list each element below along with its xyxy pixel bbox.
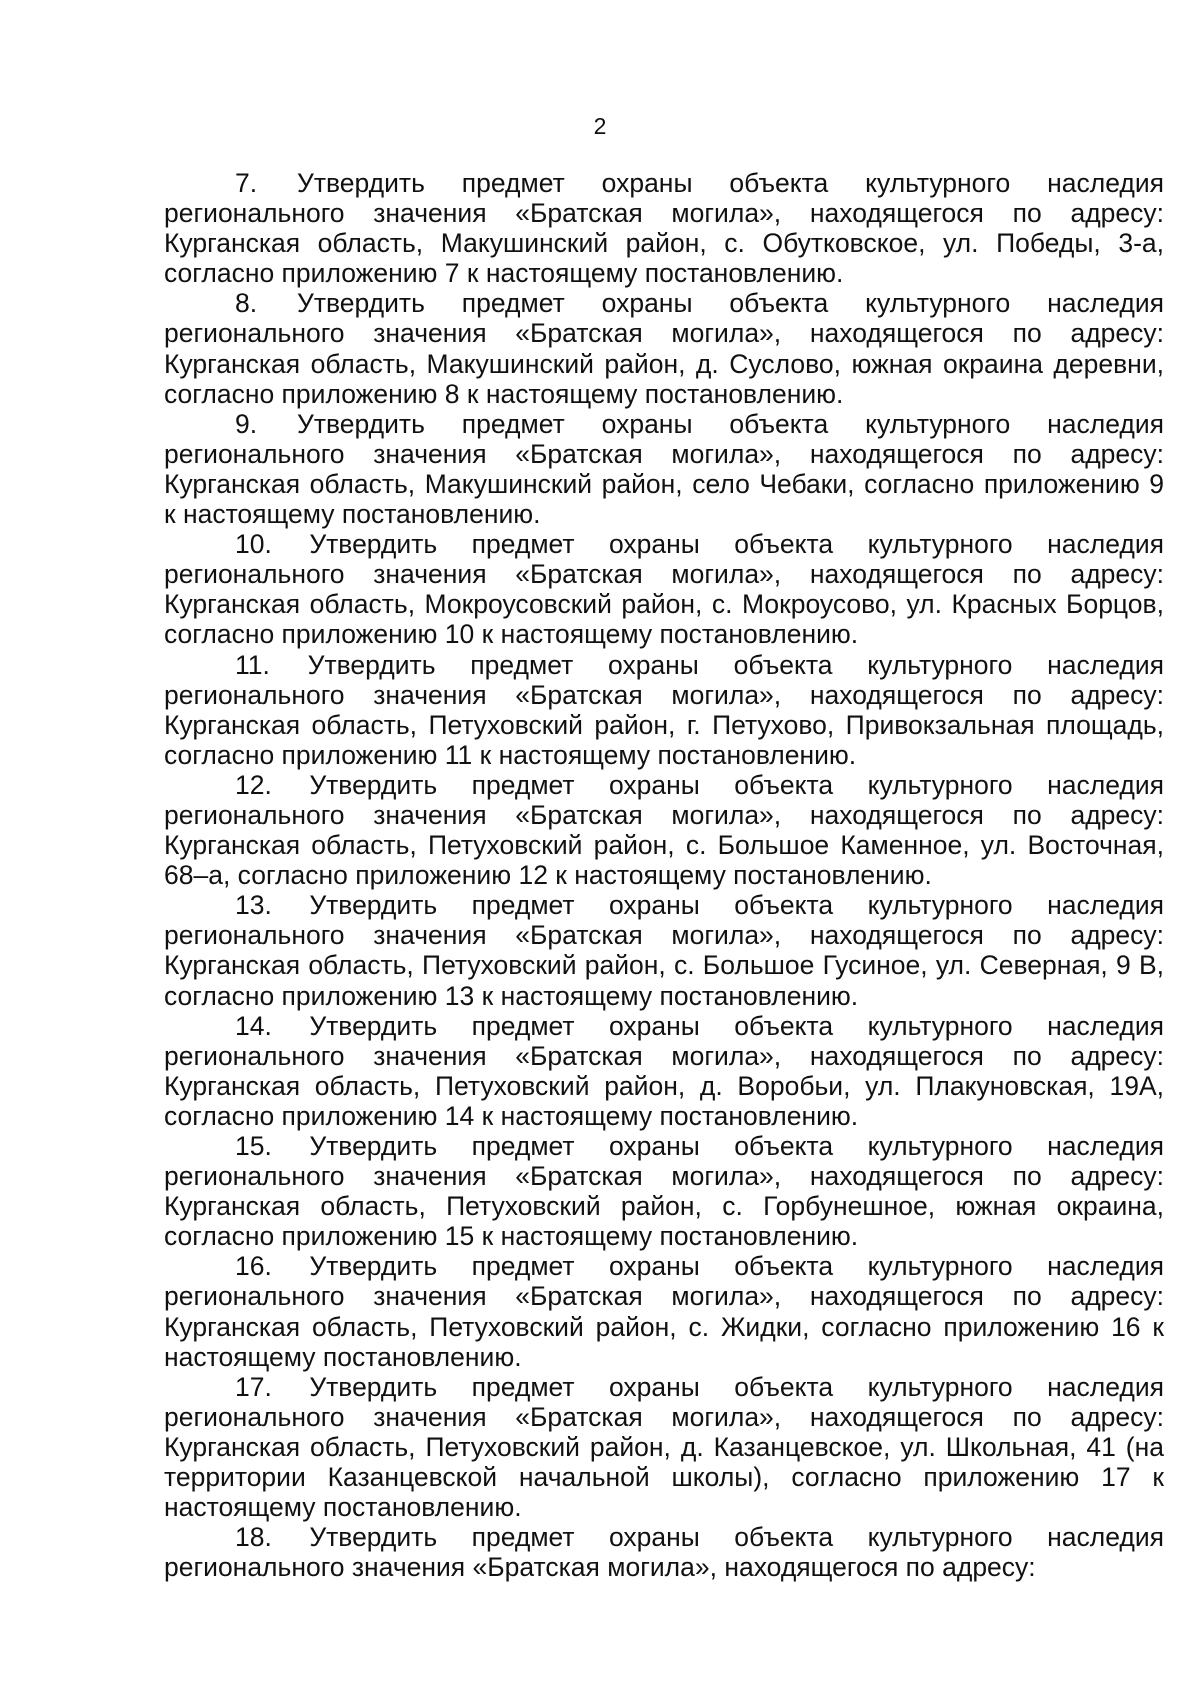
- paragraph-number: 16.: [235, 1251, 272, 1282]
- paragraph-number: 11.: [235, 649, 270, 680]
- paragraph-13: [164, 890, 1164, 1010]
- paragraph-text: Утвердить предмет охраны объекта культурного наследия регионального значения «Братская могила», находящегося по адресу: Курганская область, Макушинский район, с. Обутковское, ул. Победы, 3-а, согласно приложению 7 к настоящему постановлению.: [164, 168, 1164, 289]
- paragraph-11: [164, 650, 1164, 770]
- paragraph-number: 9.: [235, 408, 258, 439]
- paragraph-10: [164, 529, 1164, 649]
- paragraph-text: Утвердить предмет охраны объекта культурного наследия регионального значения «Братская могила», находящегося по адресу: Курганская область, Петуховский район, с. Горбунешное, южная окраина, согласно приложению 15 к настоящему постановлению.: [164, 1131, 1164, 1252]
- paragraph-text: Утвердить предмет охраны объекта культурного наследия регионального значения «Братская могила», находящегося по адресу: Курганская область, Петуховский район, д. Воробьи, ул. Плакуновская, 19А, согласно приложению 14 к настоящему постановлению.: [164, 1010, 1164, 1131]
- paragraph-18: [164, 1522, 1164, 1582]
- paragraph-12: [164, 770, 1164, 890]
- paragraph-text: Утвердить предмет охраны объекта культурного наследия регионального значения «Братская могила», находящегося по адресу: Курганская область, Макушинский район, д. Суслово, южная окраина деревни, согласно приложению 8 к настоящему постановлению.: [164, 288, 1164, 409]
- paragraph-text: Утвердить предмет охраны объекта культурного наследия регионального значения «Братская могила», находящегося по адресу: Курганская область, Петуховский район, д. Казанцевское, ул. Школьная, 41 (на территории Казанцевской начальной школы), согласно приложению 17 к настоящему постановлению.: [164, 1371, 1164, 1523]
- document-body: [164, 168, 1164, 1582]
- paragraph-text: Утвердить предмет охраны объекта культурного наследия регионального значения «Братская могила», находящегося по адресу: Курганская область, Петуховский район, с. Жидки, согласно приложению 16 к настоящему постановлению.: [164, 1251, 1164, 1372]
- paragraph-8: [164, 288, 1164, 408]
- paragraph-text: Утвердить предмет охраны объекта культурного наследия регионального значения «Братская могила», находящегося по адресу:: [164, 1522, 1164, 1583]
- paragraph-text: Утвердить предмет охраны объекта культурного наследия регионального значения «Братская могила», находящегося по адресу: Курганская область, Мокроусовский район, с. Мокроусово, ул. Красных Борцов, согласно приложению 10 к настоящему постановлению.: [164, 529, 1164, 650]
- paragraph-text: Утвердить предмет охраны объекта культурного наследия регионального значения «Братская могила», находящегося по адресу: Курганская область, Петуховский район, г. Петухово, Привокзальная площадь, согласно приложению 11 к настоящему постановлению.: [164, 649, 1164, 770]
- paragraph-7: [164, 168, 1164, 288]
- paragraph-number: 13.: [235, 890, 272, 921]
- paragraph-9: [164, 409, 1164, 529]
- paragraph-text: Утвердить предмет охраны объекта культурного наследия регионального значения «Братская могила», находящегося по адресу: Курганская область, Петуховский район, с. Большое Гусиное, ул. Северная, 9 В, согласно приложению 13 к настоящему постановлению.: [164, 890, 1164, 1011]
- paragraph-14: [164, 1011, 1164, 1131]
- paragraph-number: 14.: [235, 1010, 272, 1041]
- paragraph-text: Утвердить предмет охраны объекта культурного наследия регионального значения «Братская могила», находящегося по адресу: Курганская область, Макушинский район, село Чебаки, согласно приложению 9 к настоящему постановлению.: [164, 408, 1164, 530]
- paragraph-number: 18.: [235, 1522, 272, 1553]
- paragraph-number: 8.: [235, 288, 258, 319]
- page-number: 2: [593, 113, 607, 139]
- paragraph-number: 12.: [235, 769, 272, 800]
- paragraph-number: 10.: [235, 529, 272, 560]
- paragraph-17: [164, 1372, 1164, 1522]
- paragraph-number: 7.: [235, 168, 258, 198]
- paragraph-number: 15.: [235, 1131, 272, 1161]
- paragraph-16: [164, 1251, 1164, 1371]
- paragraph-15: [164, 1131, 1164, 1251]
- paragraph-number: 17.: [235, 1371, 272, 1402]
- paragraph-text: Утвердить предмет охраны объекта культурного наследия регионального значения «Братская могила», находящегося по адресу: Курганская область, Петуховский район, с. Большое Каменное, ул. Восточная, 68–а, согласно приложению 12 к настоящему постановлению.: [164, 769, 1164, 891]
